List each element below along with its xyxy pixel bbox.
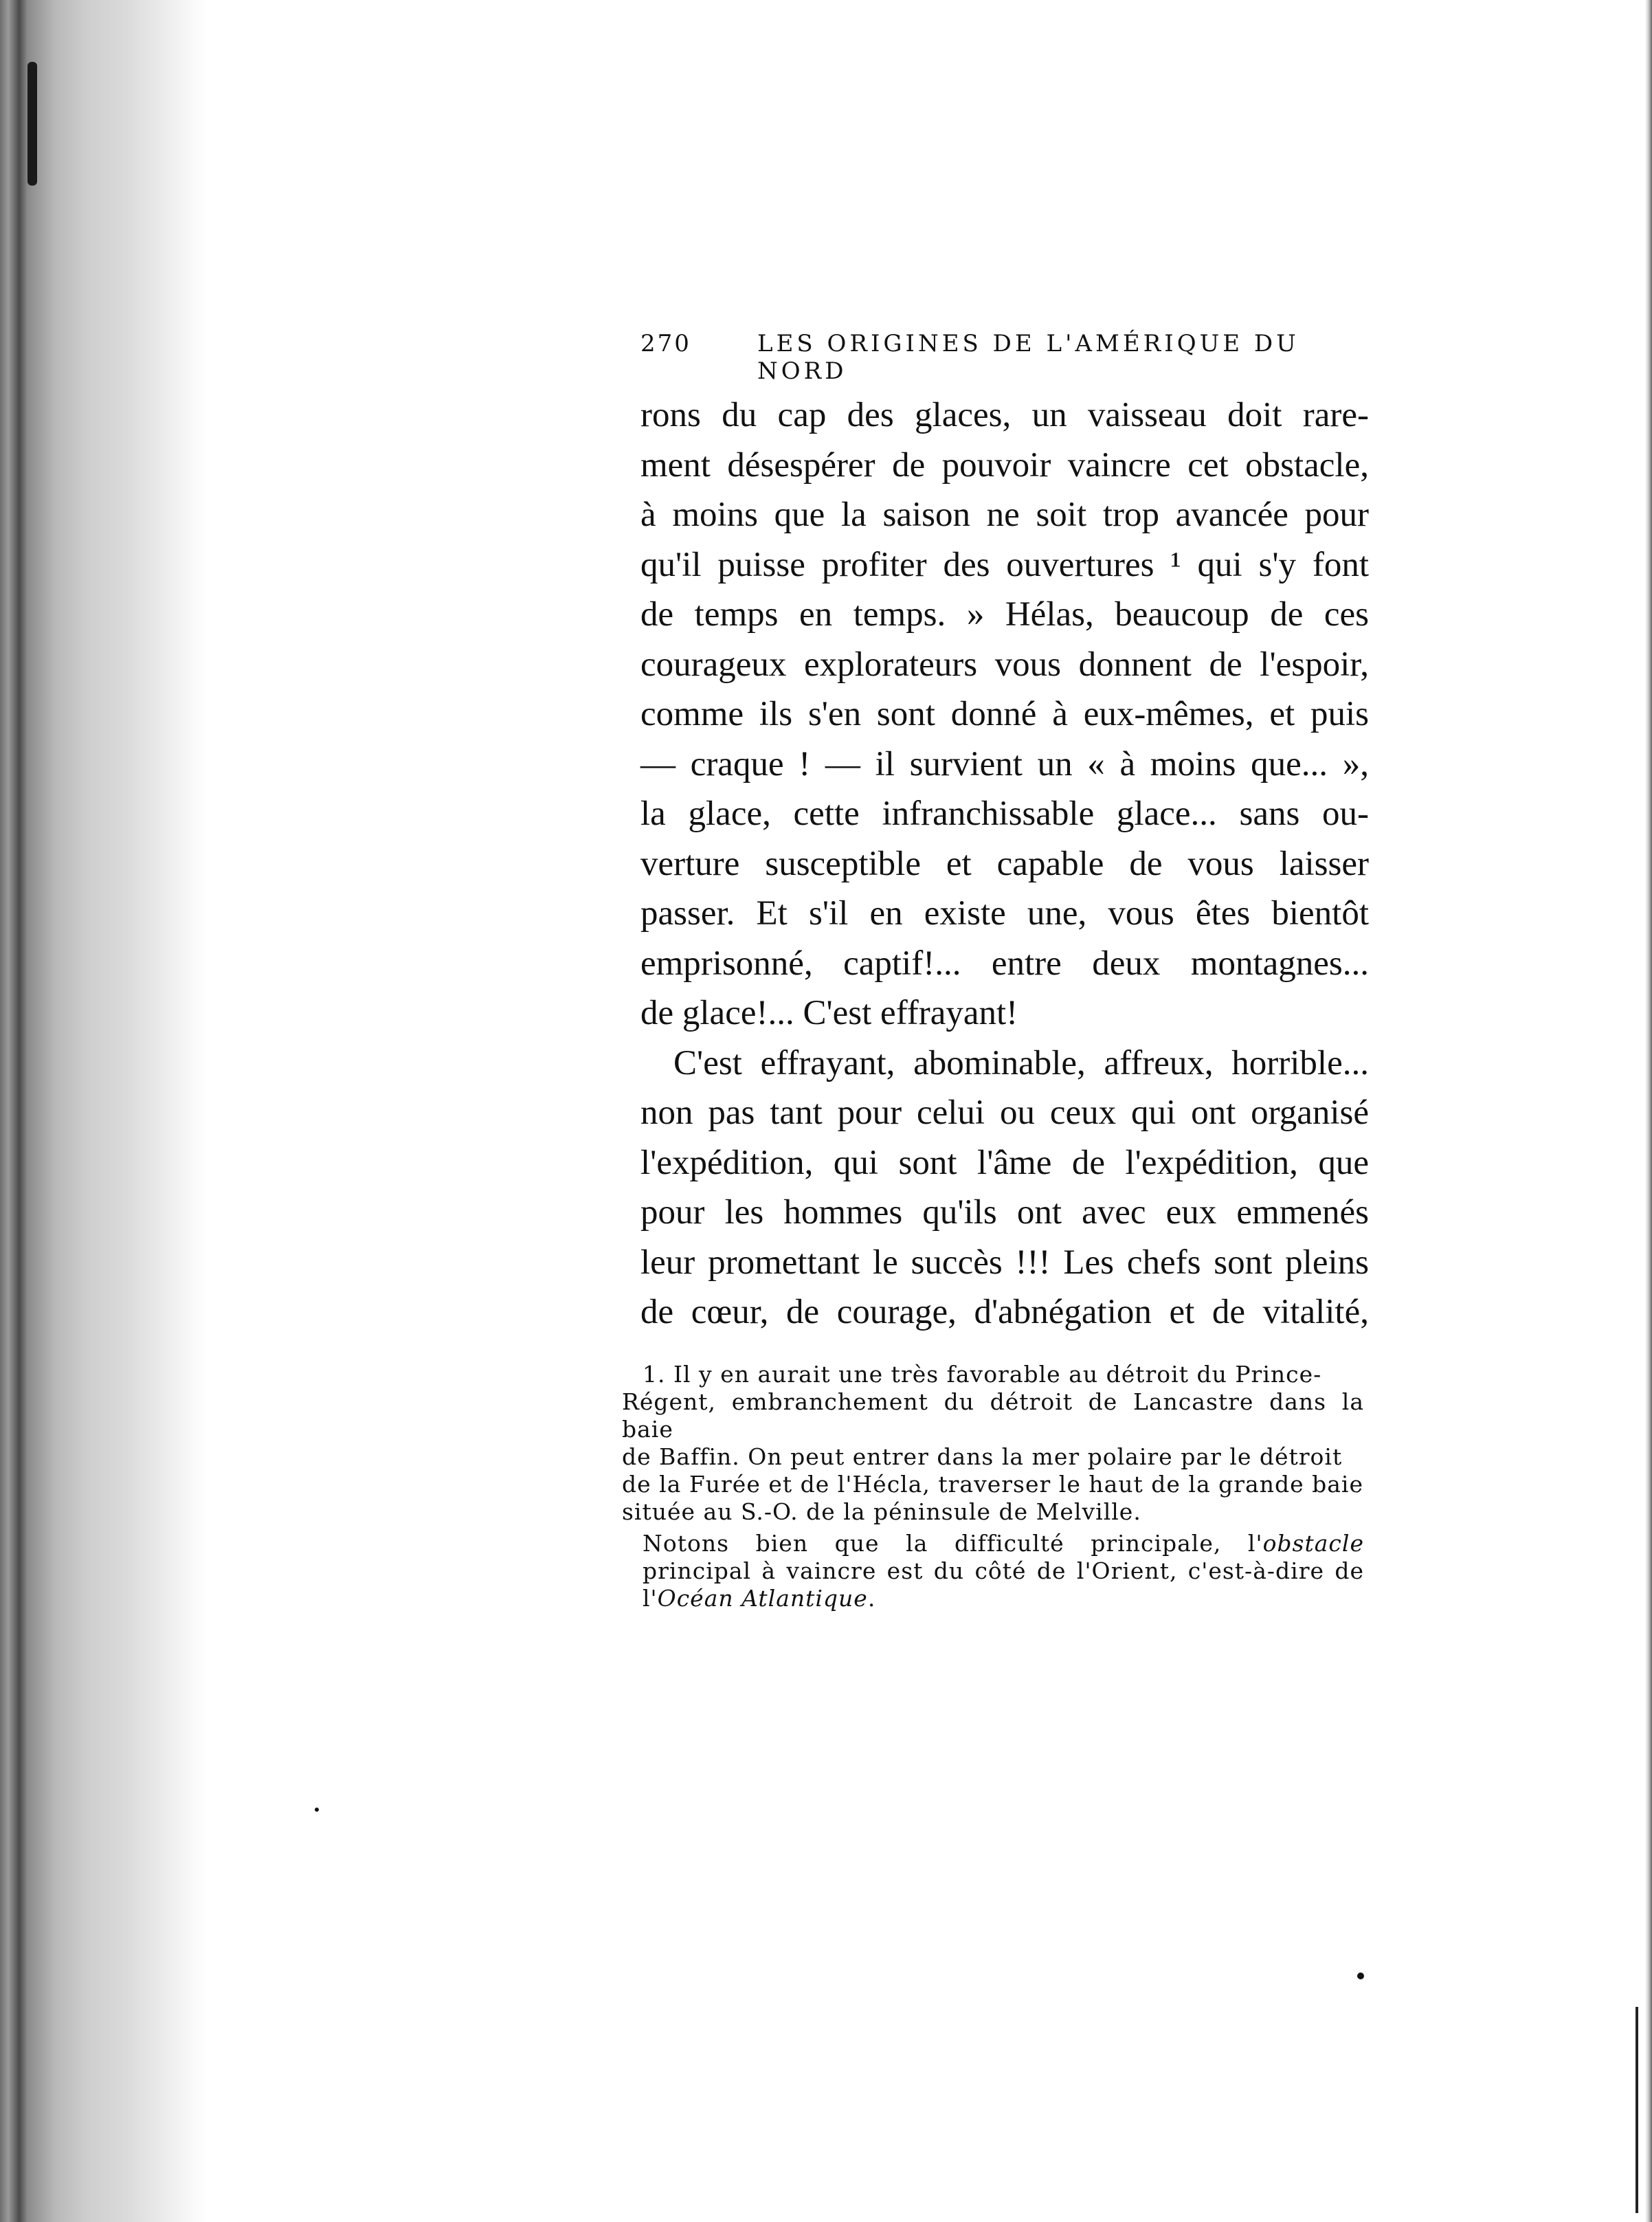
footnote-line: Régent, embranchement du détroit de Lancastre dans la baie [622, 1388, 1364, 1443]
running-head [640, 330, 1369, 385]
footnote-text: . [867, 1585, 876, 1612]
scanned-page-edge [0, 0, 206, 2222]
text-line: la glace, cette infranchissable glace... sans ou- [640, 795, 1369, 833]
text-line: à moins que la saison ne soit trop avancée pour [640, 496, 1369, 534]
ink-speck [315, 1808, 319, 1812]
text-line: — craque ! — il survient un « à moins que... », [640, 744, 1369, 784]
text-line: pour les hommes qu'ils ont avec eux emmenés [640, 1193, 1369, 1232]
footnote-italic: obstacle [1262, 1530, 1364, 1557]
text-line: non pas tant pour celui ou ceux qui ont organisé [640, 1093, 1369, 1132]
footnote-2 [622, 1530, 1364, 1612]
text-line: C'est effrayant, abominable, affreux, horrible... [673, 1043, 1369, 1082]
text-line: de temps en temps. » Hélas, beaucoup de ces [640, 595, 1369, 634]
text-line: emprisonné, captif!... entre deux montagnes... [640, 944, 1369, 983]
footnote-line: située au S.-O. de la péninsule de Melville. [622, 1498, 1141, 1525]
right-scan-line [1636, 2007, 1638, 2213]
text-line: qu'il puisse profiter des ouvertures ¹ qui s'y font [640, 545, 1369, 584]
page-number: 270 [640, 330, 691, 357]
paragraph-1 [640, 390, 1369, 1038]
text-line: de cœur, de courage, d'abnégation et de vitalité, [640, 1293, 1369, 1331]
right-page-edge [1645, 0, 1652, 2222]
footnote-line: 1. Il y en aurait une très favorable au détroit du Prince- [643, 1361, 1322, 1388]
footnote-line: de la Furée et de l'Hécla, traverser le haut de la grande baie [622, 1471, 1363, 1498]
footnote-text: Notons bien que la difficulté principale, l' [643, 1530, 1263, 1557]
footnote-line: de Baffin. On peut entrer dans la mer polaire par le détroit [622, 1443, 1343, 1470]
footnote-italic: Océan Atlantique [657, 1585, 868, 1612]
binding-mark [27, 62, 37, 186]
paragraph-2 [640, 1038, 1369, 1337]
text-line: passer. Et s'il en existe une, vous êtes bientôt [640, 894, 1369, 933]
footnote-1 [622, 1361, 1364, 1526]
text-line: de glace!... C'est effrayant! [640, 994, 1018, 1032]
text-line: l'expédition, qui sont l'âme de l'expédition, que [640, 1143, 1369, 1182]
text-line: comme ils s'en sont donné à eux-mêmes, et puis [640, 695, 1369, 733]
text-line: ment désespérer de pouvoir vaincre cet obstacle, [640, 445, 1369, 485]
text-line: verture susceptible et capable de vous laisser [640, 844, 1369, 883]
running-head-title: LES ORIGINES DE L'AMÉRIQUE DU NORD [757, 330, 1299, 385]
ink-speck [1357, 1973, 1364, 1979]
footnotes [622, 1361, 1364, 1612]
text-line: leur promettant le succès !!! Les chefs sont pleins [640, 1243, 1369, 1282]
body-text [640, 390, 1369, 1337]
footnote-text: principal à vaincre est du côté de l'Orient, c'est-à-dire de l' [643, 1557, 1364, 1612]
text-line: courageux explorateurs vous donnent de l'espoir, [640, 645, 1369, 684]
text-line: rons du cap des glaces, un vaisseau doit rare- [640, 396, 1369, 434]
